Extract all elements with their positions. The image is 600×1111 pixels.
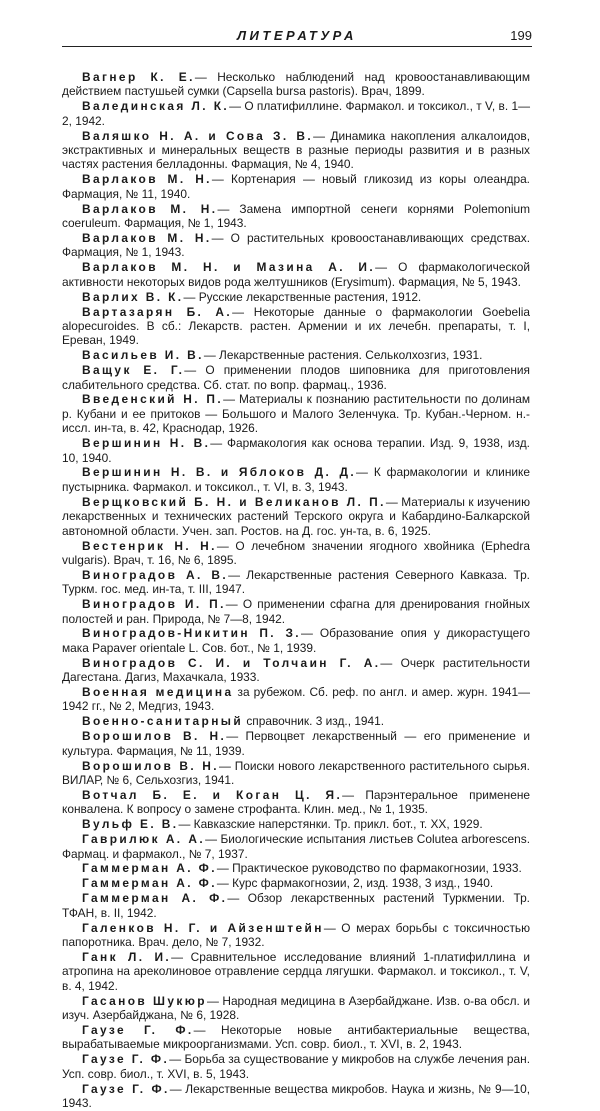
entry-text: — Лекарственные вещества микробов. Наука и жизнь, № 9—10, 1943. bbox=[62, 1081, 530, 1110]
entry-author: Васильев И. В. bbox=[82, 348, 204, 363]
entry-author: Гаузе Г. Ф. bbox=[82, 1081, 170, 1096]
entry-text: — Несколько наблюдений над кровоостанавливающим действием пастушьей сумки (Capsella bursa pastoris). Врач, 1899. bbox=[62, 70, 530, 99]
entry-text: — Практическое руководство по фармакогнозии, 1933. bbox=[216, 861, 522, 876]
entry-author: Варлаков М. Н. bbox=[82, 230, 212, 245]
running-title: ЛИТЕРАТУРА bbox=[237, 28, 357, 43]
bibliography-entry bbox=[62, 202, 530, 231]
bibliography-entry bbox=[62, 363, 530, 392]
entry-text: — Поиски нового лекарственного растительного сырья. ВИЛАР, № 6, Сельхозгиз, 1941. bbox=[62, 758, 530, 787]
entry-author: Вотчал Б. Е. и Коган Ц. Я. bbox=[82, 787, 343, 802]
bibliography-entry bbox=[62, 759, 530, 788]
bibliography-entry bbox=[62, 876, 530, 890]
entry-text: — О фармакологической активности некоторых видов рода желтушников (Erysimum). Фармация, № 5, 1943. bbox=[62, 260, 530, 289]
entry-author: Варлаков М. Н. bbox=[82, 201, 218, 216]
entry-author: Гаузе Г. Ф. bbox=[82, 1022, 194, 1037]
entry-author: Валяшко Н. А. и Сова З. В. bbox=[82, 128, 314, 143]
entry-author: Гаммерман А. Ф. bbox=[82, 861, 217, 876]
bibliography-entry bbox=[62, 495, 530, 538]
entry-author: Варлаков М. Н. bbox=[82, 172, 212, 187]
bibliography-entry bbox=[62, 832, 530, 861]
bibliography-entry bbox=[62, 788, 530, 817]
bibliography-entry bbox=[62, 348, 530, 362]
entry-text: — Образование опия у дикорастущего мака Papaver orientale L. Сов. бот., № 1, 1939. bbox=[62, 626, 530, 655]
bibliography-entry bbox=[62, 626, 530, 655]
entry-text: — О применении плодов шиповника для приготовления слабительного средства. Сб. стат. по вопр. фармац., 1936. bbox=[62, 363, 530, 392]
entry-text: — Лекарственные растения Северного Кавказа. Тр. Туркм. гос. мед. ин-та, т. III, 1947. bbox=[62, 567, 530, 597]
entry-text: — Некоторые новые антибактериальные вещества, вырабатываемые микроорганизмами. Усп. совр. биол., т. XVI, в. 2, 1943. bbox=[62, 1022, 530, 1052]
entry-author: Вершинин Н. В. и Яблоков Д. Д. bbox=[82, 465, 357, 480]
entry-text: — О мерах борьбы с токсичностью папоротника. Врач. дело, № 7, 1932. bbox=[62, 920, 530, 949]
entry-text: — Народная медицина в Азербайджане. Изв. о-ва обсл. и изуч. Азербайджана, № 6, 1928. bbox=[62, 993, 530, 1022]
entry-author: Вартазарян Б. А. bbox=[82, 304, 233, 319]
bibliography-entry bbox=[62, 1023, 530, 1052]
entry-text: — Некоторые данные о фармакологии Goebelia alopecuroides. В сб.: Лекарств. растен. Армении и их лечебн. препараты, т. I, Ереван, 1949. bbox=[62, 304, 531, 348]
entry-text: — Борьба за существование у микробов на службе лечения ран. Усп. совр. биол., т. XVI, в. 5, 1943. bbox=[62, 1052, 530, 1081]
entry-text: справочник. 3 изд., 1941. bbox=[243, 714, 385, 729]
entry-author: Виноградов А. В. bbox=[82, 567, 229, 582]
entry-author: Ворошилов В. Н. bbox=[82, 758, 220, 773]
entry-author: Галенков Н. Г. и Айзенштейн bbox=[82, 920, 324, 935]
bibliography-entry bbox=[62, 231, 530, 260]
bibliography-entry bbox=[62, 994, 530, 1023]
entry-text: — К фармакологии и клинике пустырника. Фармакол. и токсикол., т. VI, в. 3, 1943. bbox=[62, 465, 530, 494]
entry-text: — Сравнительное исследование влияний 1-платифиллина и атропина на ареколиновое отравление сердца лягушки. Фармакол. и токсикол., т. V, в. 4, 1942. bbox=[62, 949, 530, 993]
bibliography-entry bbox=[62, 921, 530, 950]
entry-text: — О лечебном значении ягодного хвойника (Ephedra vulgaris). Врач, т. 16, № 6, 1895. bbox=[62, 538, 530, 567]
page-number: 199 bbox=[510, 28, 532, 43]
entry-author: Ганк Л. И. bbox=[82, 949, 172, 964]
bibliography-entry bbox=[62, 714, 530, 728]
entry-author: Военно-санитарный bbox=[82, 714, 244, 729]
bibliography-entry bbox=[62, 172, 530, 201]
entry-author: Варлаков М. Н. и Мазина А. И. bbox=[82, 260, 376, 275]
entry-author: Виноградов И. П. bbox=[82, 597, 226, 612]
entry-text: — Лекарственные растения. Сельколхозгиз, 1931. bbox=[203, 348, 483, 363]
entry-author: Военная медицина bbox=[82, 685, 234, 700]
bibliography-entry bbox=[62, 656, 530, 685]
entry-author: Варлих В. К. bbox=[82, 289, 184, 304]
entry-author: Гаврилюк А. А. bbox=[82, 832, 206, 847]
entry-author: Верщковский Б. Н. и Великанов Л. П. bbox=[82, 494, 386, 509]
bibliography-entry bbox=[62, 1052, 530, 1081]
entry-author: Гасанов Шукюр bbox=[82, 993, 207, 1008]
bibliography-entry bbox=[62, 392, 530, 435]
entry-text: — О растительных кровоостанавливающих средствах. Фармация, № 1, 1943. bbox=[62, 230, 531, 260]
entry-text: — Кортенария — новый гликозид из коры олеандра. Фармация, № 11, 1940. bbox=[62, 172, 530, 201]
entry-author: Виноградов-Никитин П. З. bbox=[82, 626, 301, 641]
entry-author: Вершинин Н. В. bbox=[82, 436, 211, 451]
bibliography-entry bbox=[62, 729, 530, 758]
entry-text: — О применении сфагна для дренирования гнойных полостей и ран. Природа, № 7—8, 1942. bbox=[62, 597, 531, 626]
entry-text: — Фармакология как основа терапии. Изд. 9, 1938, изд. 10, 1940. bbox=[62, 436, 530, 465]
entry-text: — Кавказские наперстянки. Тр. прикл. бот., т. XX, 1929. bbox=[178, 817, 483, 832]
entry-author: Валединская Л. К. bbox=[82, 99, 230, 114]
entry-author: Ворошилов В. Н. bbox=[82, 729, 227, 744]
bibliography-entry bbox=[62, 950, 530, 993]
bibliography-entry bbox=[62, 685, 530, 714]
entry-text: — Материалы к изучению лекарственных и технических растений Терского округа и Кабардино-Балкарской автономной области. Учен. зап. Ростов. на Д. гос. ун-та, в. 6, 1925. bbox=[62, 494, 530, 538]
bibliography-list bbox=[62, 70, 530, 1111]
entry-author: Гаммерман А. Ф. bbox=[82, 876, 217, 891]
bibliography-entry bbox=[62, 539, 530, 568]
entry-text: — О платифиллине. Фармакол. и токсикол., т V, в. 1—2, 1942. bbox=[62, 99, 530, 128]
bibliography-entry bbox=[62, 1082, 530, 1111]
bibliography-entry bbox=[62, 305, 530, 348]
entry-author: Вагнер К. Е. bbox=[82, 70, 195, 84]
entry-text: — Первоцвет лекарственный — его применение и культура. Фармация, № 11, 1939. bbox=[62, 729, 530, 758]
entry-author: Гаузе Г. Ф. bbox=[82, 1052, 170, 1067]
entry-author: Виноградов С. И. и Толчаин Г. А. bbox=[82, 655, 381, 670]
running-header bbox=[62, 28, 532, 47]
bibliography-entry bbox=[62, 465, 530, 494]
bibliography-entry bbox=[62, 891, 530, 920]
entry-text: — Парэнтеральное применене конвалена. К вопросу о замене строфанта. Клин. мед., № 1, 1935. bbox=[62, 787, 530, 817]
entry-text: — Материалы к познанию растительности по долинам р. Кубани и ее притоков — Большого и Малого Зеленчука. Тр. Кубан.-Черном. н.-иссл. ин-та, в. 42, Краснодар, 1926. bbox=[62, 392, 530, 436]
entry-author: Ващук Е. Г. bbox=[82, 363, 185, 378]
bibliography-entry bbox=[62, 260, 530, 289]
bibliography-entry bbox=[62, 290, 530, 304]
entry-text: — Биологические испытания листьев Colutea arborescens. Фармац. и фармакол., № 7, 1937. bbox=[62, 832, 530, 861]
entry-text: — Обзор лекарственных растений Туркмении. Тр. ТФАН, в. II, 1942. bbox=[62, 891, 530, 920]
entry-author: Вульф Е. В. bbox=[82, 817, 179, 832]
bibliography-entry bbox=[62, 436, 530, 465]
entry-text: за рубежом. Сб. реф. по англ. и амер. журн. 1941—1942 гг., № 2, Медгиз, 1943. bbox=[62, 685, 531, 714]
entry-text: — Очерк растительности Дагестана. Дагиз, Махачкала, 1933. bbox=[62, 655, 530, 685]
bibliography-entry bbox=[62, 597, 530, 626]
bibliography-entry bbox=[62, 817, 530, 831]
bibliography-entry bbox=[62, 99, 530, 128]
entry-author: Гаммерман А. Ф. bbox=[82, 891, 228, 906]
entry-text: — Динамика накопления алкалоидов, экстрактивных и минеральных веществ в разные периоды развития и в разных частях растения белладонны. Фармация, № 4, 1940. bbox=[62, 128, 531, 172]
bibliography-entry bbox=[62, 70, 530, 99]
entry-text: — Курс фармакогнозии, 2, изд. 1938, 3 изд., 1940. bbox=[216, 876, 494, 891]
bibliography-entry bbox=[62, 568, 530, 597]
entry-text: — Русские лекарственные растения, 1912. bbox=[183, 289, 422, 304]
entry-author: Вестенрик Н. Н. bbox=[82, 538, 217, 553]
entry-author: Введенский Н. П. bbox=[82, 392, 224, 407]
entry-text: — Замена импортной сенеги корнями Polemonium coeruleum. Фармация, № 1, 1943. bbox=[62, 201, 530, 231]
bibliography-entry bbox=[62, 861, 530, 875]
bibliography-entry bbox=[62, 129, 530, 172]
